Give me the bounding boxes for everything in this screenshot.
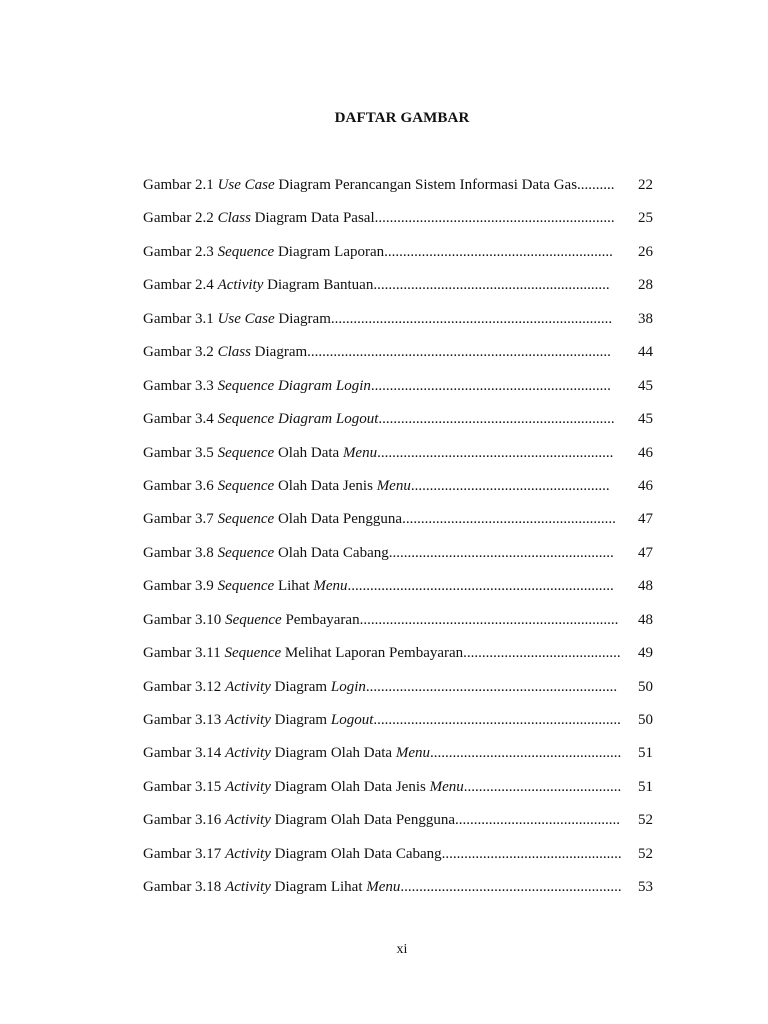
toc-entry-leader-dots: ..................................................................: [373, 712, 621, 728]
toc-entry-title: [143, 510, 616, 529]
toc-entry-15[interactable]: [143, 644, 663, 677]
toc-entry-italic-term: Class: [217, 344, 251, 361]
toc-entry-text-segment: Gambar 3.13: [143, 712, 226, 728]
toc-entry-page-number: 48: [638, 578, 653, 595]
toc-entry-title: [143, 276, 610, 295]
toc-entry-title: [143, 845, 622, 864]
toc-entry-leader-dots: ...................................................................: [365, 678, 618, 695]
toc-entry-italic-term: Class: [217, 210, 251, 227]
toc-entry-page-number: 50: [638, 712, 653, 728]
toc-entry-italic-term: Use Case: [217, 177, 275, 193]
toc-entry-leader-dots: .................................................................................: [307, 344, 611, 361]
toc-entry-text-segment: Gambar 3.6: [143, 477, 218, 494]
toc-entry-text-segment: Gambar 3.18: [143, 879, 226, 896]
toc-entry-title: [143, 477, 610, 496]
toc-entry-italic-term: Menu: [376, 477, 411, 494]
toc-entry-page-number: 47: [638, 511, 653, 528]
toc-entry-10[interactable]: [143, 477, 663, 510]
toc-entry-text-segment: Gambar 3.17: [143, 845, 226, 862]
toc-entry-italic-term: Activity: [225, 812, 271, 829]
toc-entry-italic-term: Menu: [429, 778, 464, 795]
toc-entry-leader-dots: .........................................................: [402, 511, 616, 528]
toc-entry-page-number: 46: [638, 477, 653, 494]
toc-entry-leader-dots: ..........................................: [463, 645, 621, 662]
toc-entry-text-segment: Lihat: [274, 578, 314, 595]
toc-entry-title: [143, 176, 615, 195]
toc-entry-leader-dots: ..........: [577, 177, 615, 193]
toc-entry-6[interactable]: [143, 343, 663, 376]
toc-entry-text-segment: Diagram Perancangan Sistem Informasi Data Gas: [274, 177, 578, 193]
toc-entry-page-number: 44: [638, 344, 653, 361]
toc-entry-7[interactable]: [143, 377, 663, 410]
toc-entry-leader-dots: .....................................................: [410, 477, 610, 494]
toc-entry-title: [143, 644, 621, 663]
toc-entry-page-number: 52: [638, 845, 653, 862]
toc-entry-text-segment: Gambar 3.15: [143, 778, 226, 795]
toc-entry-title: [143, 544, 614, 563]
toc-entry-page-number: 22: [638, 177, 653, 193]
toc-entry-text-segment: Gambar 3.8: [143, 544, 218, 561]
toc-entry-text-segment: Pembayaran: [281, 611, 360, 628]
toc-entry-leader-dots: ................................................................: [374, 210, 615, 227]
toc-entry-page-number: 47: [638, 544, 653, 561]
toc-entry-italic-term: Sequence: [217, 578, 275, 595]
toc-entry-title: [143, 209, 615, 228]
toc-entry-text-segment: Olah Data Jenis: [274, 477, 377, 494]
toc-entry-text-segment: Diagram Olah Data Pengguna: [270, 812, 455, 829]
toc-entry-italic-term: Menu: [395, 745, 430, 762]
toc-entry-italic-term: Login: [330, 678, 366, 695]
toc-entry-italic-term: Menu: [366, 879, 401, 896]
toc-entry-title: [143, 878, 622, 897]
toc-entry-text-segment: Diagram Laporan: [274, 243, 385, 260]
toc-entry-title: [143, 410, 615, 429]
toc-entry-text-segment: Gambar 2.2: [143, 210, 218, 227]
toc-entry-title: [143, 811, 620, 830]
toc-entry-page-number: 48: [638, 611, 653, 628]
toc-entry-21[interactable]: [143, 845, 663, 878]
toc-entry-text-segment: Diagram Olah Data: [270, 745, 396, 762]
toc-entry-page-number: 45: [638, 411, 653, 428]
toc-entry-text-segment: Gambar 3.9: [143, 578, 218, 595]
toc-entry-19[interactable]: [143, 778, 663, 811]
toc-entry-text-segment: Diagram Bantuan: [263, 277, 374, 294]
toc-entry-italic-term: Sequence: [225, 611, 282, 628]
toc-entry-11[interactable]: [143, 510, 663, 543]
toc-entry-text-segment: Gambar 3.2: [143, 344, 218, 361]
toc-entry-12[interactable]: [143, 544, 663, 577]
toc-entry-14[interactable]: [143, 611, 663, 644]
toc-entry-text-segment: Gambar 3.5: [143, 444, 218, 461]
toc-entry-italic-term: Sequence: [217, 544, 275, 561]
toc-entry-page-number: 49: [638, 645, 653, 662]
toc-entry-italic-term: Activity: [225, 778, 271, 795]
toc-entry-page-number: 28: [638, 277, 653, 294]
toc-entry-title: [143, 577, 614, 596]
toc-entry-leader-dots: .......................................................................: [347, 578, 614, 595]
toc-entry-1[interactable]: [143, 176, 663, 209]
toc-entry-italic-term: Use Case: [217, 310, 275, 327]
toc-entry-text-segment: Diagram Lihat: [270, 879, 367, 896]
toc-entry-italic-term: Sequence: [217, 243, 275, 260]
toc-entry-text-segment: Diagram Olah Data Cabang: [270, 845, 442, 862]
toc-entry-2[interactable]: [143, 209, 663, 242]
toc-entry-italic-term: Menu: [342, 444, 378, 461]
toc-entry-8[interactable]: [143, 410, 663, 443]
toc-entry-text-segment: Diagram Olah Data Jenis: [270, 778, 430, 795]
toc-entry-text-segment: Gambar 2.3: [143, 243, 218, 260]
toc-entry-page-number: 26: [638, 243, 653, 260]
toc-entry-italic-term: Logout: [330, 712, 374, 728]
toc-entry-title: [143, 377, 611, 396]
toc-entry-leader-dots: ............................................................: [388, 544, 614, 561]
toc-entry-text-segment: Diagram: [270, 712, 331, 728]
toc-entry-text-segment: Olah Data Pengguna: [274, 511, 403, 528]
toc-entry-text-segment: Gambar 3.4: [143, 411, 218, 428]
figure-list: [143, 176, 663, 912]
toc-entry-italic-term: Sequence: [217, 477, 275, 494]
toc-entry-text-segment: Gambar 3.1: [143, 310, 218, 327]
toc-entry-22[interactable]: [143, 878, 663, 911]
page-number: xi: [396, 942, 408, 957]
toc-entry-text-segment: Gambar 3.14: [143, 745, 226, 762]
toc-entry-page-number: 53: [638, 879, 653, 896]
toc-entry-italic-term: Activity: [225, 745, 271, 762]
toc-entry-18[interactable]: [143, 744, 663, 777]
toc-entry-italic-term: Sequence: [217, 444, 275, 461]
toc-entry-page-number: 52: [638, 812, 653, 829]
toc-entry-title: [143, 711, 621, 730]
toc-entry-page-number: 51: [638, 778, 653, 795]
toc-entry-italic-term: Activity: [225, 845, 271, 862]
toc-entry-text-segment: Olah Data Cabang: [274, 544, 389, 561]
toc-entry-leader-dots: ...............................................................: [377, 444, 614, 461]
toc-entry-9[interactable]: [143, 444, 663, 477]
toc-entry-title: [143, 678, 617, 697]
toc-entry-leader-dots: ...............................................................: [378, 411, 615, 428]
toc-entry-text-segment: Gambar 3.11: [143, 645, 225, 662]
toc-entry-text-segment: Diagram: [250, 344, 308, 361]
toc-entry-5[interactable]: [143, 310, 663, 343]
toc-entry-text-segment: Olah Data: [274, 444, 343, 461]
toc-entry-13[interactable]: [143, 577, 663, 610]
toc-entry-text-segment: Diagram Data Pasal: [250, 210, 375, 227]
toc-entry-italic-term: Activity: [217, 277, 264, 294]
toc-entry-leader-dots: ..........................................: [463, 778, 622, 795]
toc-entry-leader-dots: .....................................................................: [359, 611, 619, 628]
toc-entry-title: [143, 310, 612, 329]
toc-entry-text-segment: Gambar 3.3: [143, 377, 218, 394]
toc-entry-20[interactable]: [143, 811, 663, 844]
toc-entry-text-segment: Gambar 3.16: [143, 812, 226, 829]
toc-entry-italic-term: Sequence Diagram Login: [217, 377, 371, 394]
toc-entry-text-segment: Gambar 2.1: [143, 177, 218, 193]
toc-entry-3[interactable]: [143, 243, 663, 276]
toc-entry-text-segment: Gambar 3.7: [143, 511, 218, 528]
toc-entry-page-number: 38: [638, 310, 653, 327]
toc-entry-16[interactable]: [143, 678, 663, 711]
toc-entry-leader-dots: ............................................: [454, 812, 620, 829]
toc-entry-leader-dots: ...................................................: [429, 745, 622, 762]
toc-entry-italic-term: Sequence: [224, 645, 282, 662]
toc-entry-text-segment: Diagram: [270, 678, 331, 695]
toc-entry-text-segment: Diagram: [274, 310, 331, 327]
toc-entry-italic-term: Activity: [225, 678, 271, 695]
toc-entry-4[interactable]: [143, 276, 663, 309]
toc-entry-title: [143, 744, 621, 763]
toc-entry-text-segment: Gambar 3.10: [143, 611, 226, 628]
toc-entry-title: [143, 444, 613, 463]
toc-entry-leader-dots: ...........................................................: [400, 879, 622, 896]
toc-entry-text-segment: Melihat Laporan Pembayaran: [281, 645, 464, 662]
toc-entry-leader-dots: .............................................................: [384, 243, 613, 260]
toc-entry-text-segment: Gambar 3.12: [143, 678, 226, 695]
toc-entry-title: [143, 343, 611, 362]
toc-entry-title: [143, 611, 618, 630]
toc-entry-page-number: 45: [638, 377, 653, 394]
toc-entry-page-number: 25: [638, 210, 653, 227]
toc-entry-17[interactable]: [143, 711, 663, 744]
toc-entry-leader-dots: ...........................................................................: [330, 310, 613, 327]
toc-entry-leader-dots: ................................................................: [370, 377, 611, 394]
toc-entry-italic-term: Activity: [225, 879, 271, 896]
toc-entry-title: [143, 778, 621, 797]
toc-entry-italic-term: Activity: [225, 712, 271, 728]
toc-entry-title: [143, 243, 613, 262]
toc-entry-text-segment: Gambar 2.4: [143, 277, 218, 294]
toc-entry-italic-term: Sequence: [217, 511, 275, 528]
toc-entry-leader-dots: ...............................................................: [373, 277, 610, 294]
toc-entry-italic-term: Menu: [313, 578, 348, 595]
toc-entry-leader-dots: ................................................: [441, 845, 622, 862]
toc-entry-page-number: 51: [638, 745, 653, 762]
toc-entry-page-number: 46: [638, 444, 653, 461]
toc-entry-page-number: 50: [638, 678, 653, 695]
page-title: DAFTAR GAMBAR: [334, 110, 470, 126]
toc-entry-italic-term: Sequence Diagram Logout: [217, 411, 379, 428]
